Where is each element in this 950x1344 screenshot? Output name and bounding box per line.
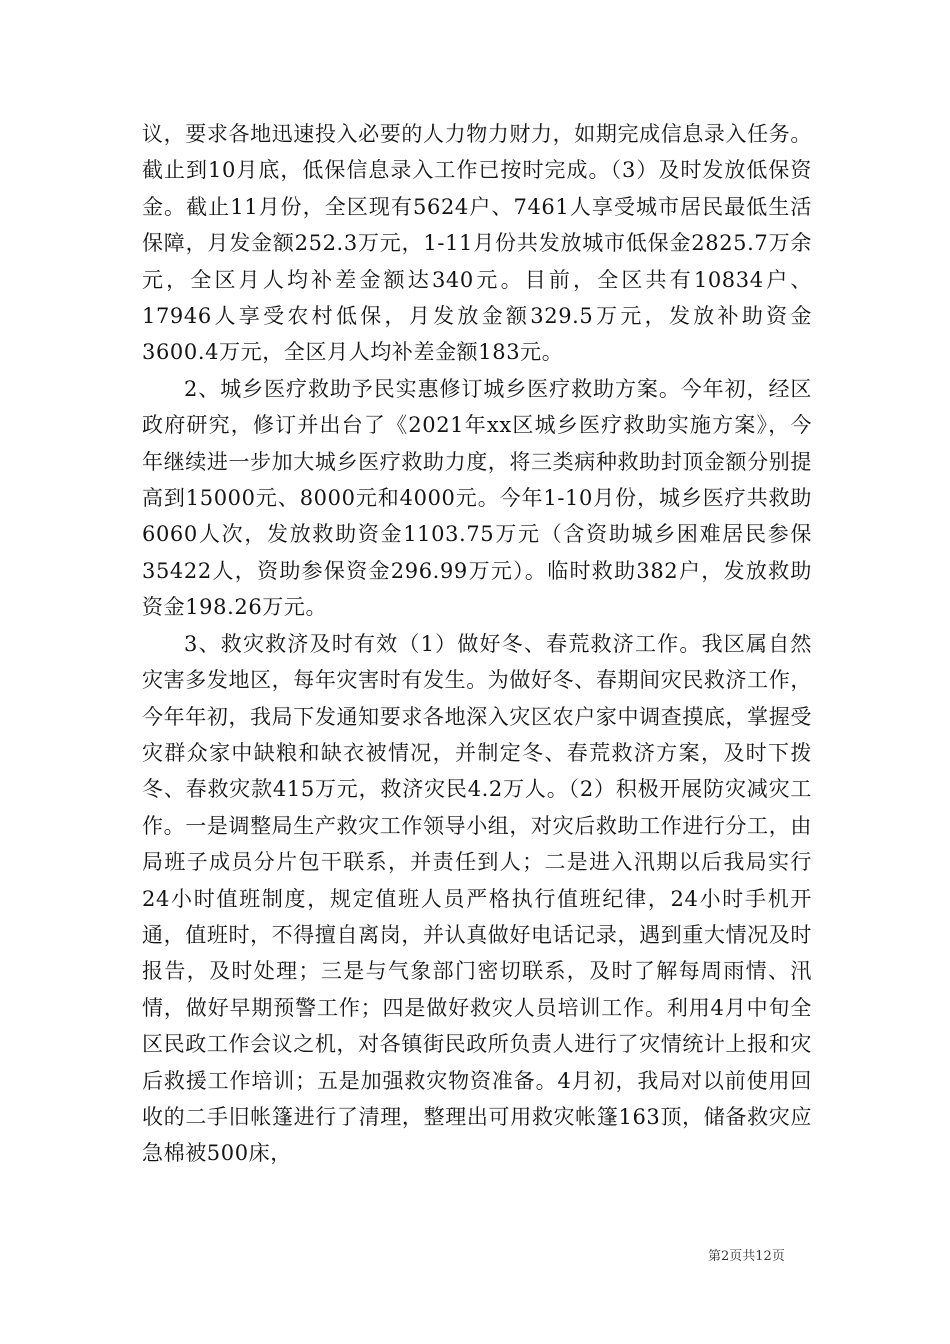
document-body [142,116,812,1172]
page-number: 第2页共12页 [708,1249,785,1264]
paragraph-continued: 议，要求各地迅速投入必要的人力物力财力，如期完成信息录入任务。截止到10月底，低保信息录入工作已按时完成。（3）及时发放低保资金。截止11月份，全区现有5624户、7461人享受城市居民最低生活保障，月发金额252.3万元，1-11月份共发放城市低保金2825.7万余元，全区月人均补差金额达340元。目前，全区共有10834户、17946人享受农村低保，月发放金额329.5万元，发放补助资金3600.4万元，全区月人均补差金额183元。 [142,122,812,365]
paragraph-disaster-relief: 3、救灾救济及时有效（1）做好冬、春荒救济工作。我区属自然灾害多发地区，每年灾害时有发生。为做好冬、春期间灾民救济工作，今年年初，我局下发通知要求各地深入灾区农户家中调查摸底，掌握受灾群众家中缺粮和缺衣被情况，并制定冬、春荒救济方案，及时下拨冬、春救灾款415万元，救济灾民4.2万人。（2）积极开展防灾减灾工作。一是调整局生产救灾工作领导小组，对灾后救助工作进行分工，由局班子成员分片包干联系，并责任到人；二是进入汛期以后我局实行24小时值班制度，规定值班人员严格执行值班纪律，24小时手机开通，值班时，不得擅自离岗，并认真做好电话记录，遇到重大情况及时报告，及时处理；三是与气象部门密切联系，及时了解每周雨情、汛情，做好早期预警工作；四是做好救灾人员培训工作。利用4月中旬全区民政工作会议之机，对各镇街民政所负责人进行了灾情统计上报和灾后救援工作培训；五是加强救灾物资准备。4月初，我局对以前使用回收的二手旧帐篷进行了清理，整理出可用救灾帐篷163顶，储备救灾应急棉被500床， [142,631,812,1166]
paragraph-medical-aid: 2、城乡医疗救助予民实惠修订城乡医疗救助方案。今年初，经区政府研究，修订并出台了《2021年xx区城乡医疗救助实施方案》，今年继续进一步加大城乡医疗救助力度，将三类病种救助封顶金额分别提高到15000元、8000元和4000元。今年1-10月份，城乡医疗共救助6060人次，发放救助资金1103.75万元（含资助城乡困难居民参保35422人，资助参保资金296.99万元）。临时救助382户，发放救助资金198.26万元。 [142,376,812,620]
